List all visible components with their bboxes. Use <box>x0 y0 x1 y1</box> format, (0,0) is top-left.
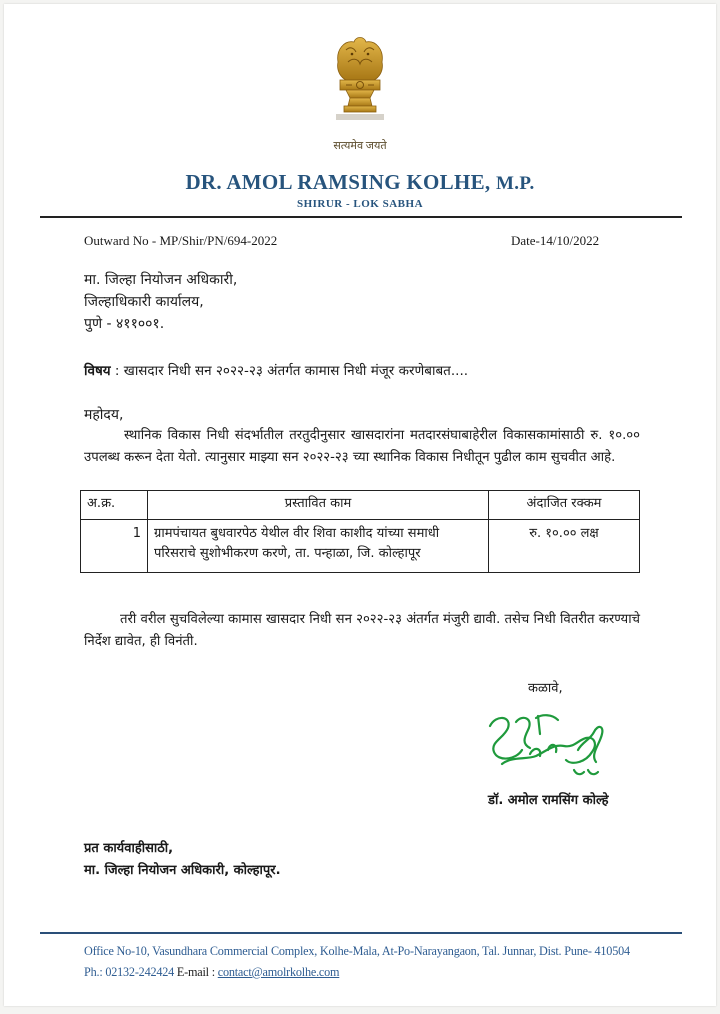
recipient-line-2: जिल्हाधिकारी कार्यालय, <box>84 294 204 310</box>
letterhead-name <box>4 170 716 195</box>
national-emblem-icon <box>324 32 396 128</box>
recipient-line-3: पुणे - ४११००१. <box>84 316 165 332</box>
table-cell-serial: 1 <box>81 520 148 573</box>
header-divider <box>40 216 682 218</box>
copy-to-line-2: मा. जिल्हा नियोजन अधिकारी, कोल्हापूर. <box>84 863 281 878</box>
outward-number: Outward No - MP/Shir/PN/694-2022 <box>84 233 278 248</box>
footer-address: Office No-10, Vasundhara Commercial Complex, Kolhe-Mala, At-Po-Narayangaon, Tal. Junnar, Dist. Pune- 410504 <box>84 944 630 958</box>
letterhead-name-text: DR. AMOL RAMSING KOLHE, <box>185 170 491 194</box>
emblem-motto: सत्यमेव जयते <box>333 140 387 152</box>
table-cell-work: ग्रामपंचायत बुधवारपेठ येथील वीर शिवा काशीद यांच्या समाधी परिसराचे सुशोभीकरण करणे, ता. पन्हाळा, जि. कोल्हापूर <box>148 520 489 573</box>
recipient-line-1: मा. जिल्हा नियोजन अधिकारी, <box>84 272 238 288</box>
signer-name: डॉ. अमोल रामसिंग कोल्हे <box>488 793 609 808</box>
subject-text: : खासदार निधी सन २०२२-२३ अंतर्गत कामास निधी मंजूर करणेबाबत.... <box>110 363 469 379</box>
footer-phone: Ph.: 02132-242424 <box>84 965 175 979</box>
signature-icon <box>482 704 612 786</box>
letter-page <box>4 4 716 1006</box>
table-header-serial: अ.क्र. <box>81 491 148 520</box>
closing-text: कळावे, <box>528 681 563 696</box>
table-header-work: प्रस्तावित काम <box>148 491 489 520</box>
body-paragraph-1: स्थानिक विकास निधी संदर्भातील तरतुदीनुसार खासदारांना मतदारसंघाबाहेरील विकासकामांसाठी रु. १०.०० उपलब्ध करून देता येतो. त्यानुसार माझ्या सन २०२२-२३ च्या स्थानिक विकास निधीतून पुढील काम सुचवीत आहे. <box>84 428 640 465</box>
letter-date: Date-14/10/2022 <box>511 233 600 248</box>
table-row <box>81 520 640 573</box>
subject-line <box>84 361 468 379</box>
letterhead-constituency: SHIRUR - LOK SABHA <box>296 198 424 210</box>
body-paragraph-2: तरी वरील सुचविलेल्या कामास खासदार निधी सन २०२२-२३ अंतर्गत मंजुरी द्यावी. तसेच निधी वितरीत करण्याचे निर्देश द्यावेत, ही विनंती. <box>84 612 640 649</box>
footer-contact <box>84 965 339 980</box>
proposed-work-table <box>80 490 640 573</box>
footer-email-label: E-mail : <box>174 965 218 979</box>
table-header-row <box>81 491 640 520</box>
table-header-amount: अंदाजित रक्कम <box>489 491 640 520</box>
footer-email-link[interactable]: contact@amolrkolhe.com <box>217 965 340 979</box>
table-cell-amount: रु. १०.०० लक्ष <box>489 520 640 573</box>
copy-to-line-1: प्रत कार्यवाहीसाठी, <box>84 841 174 856</box>
letterhead-suffix: M.P. <box>496 173 535 194</box>
footer-divider <box>40 932 682 934</box>
salutation: महोदय, <box>84 407 124 423</box>
subject-label: विषय <box>84 363 111 379</box>
